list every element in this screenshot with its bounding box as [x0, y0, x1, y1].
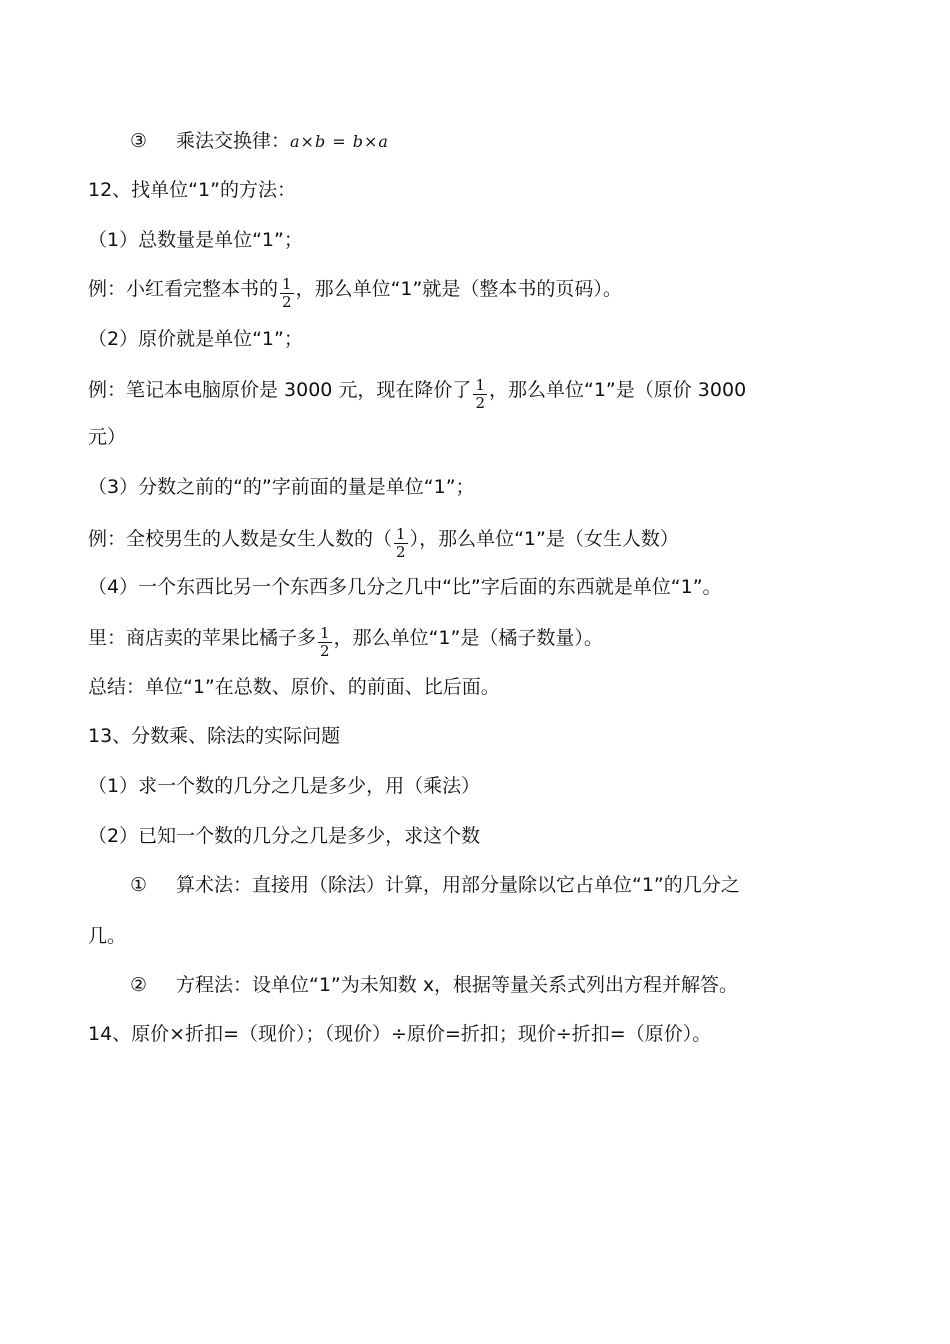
line-text: ，那么单位“1”是（原价 3000	[488, 379, 747, 401]
circled-number: ②	[130, 974, 148, 996]
fraction-denominator: 2	[475, 394, 485, 412]
item-1: （1）总数量是单位“1”；	[88, 229, 303, 251]
item-3: （3）分数之前的“的”字前面的量是单位“1”；	[88, 476, 475, 498]
heading-14: 14、原价×折扣=（现价）；（现价）÷原价=折扣；现价÷折扣=（原价）。	[88, 1023, 712, 1045]
fraction-denominator: 2	[282, 293, 292, 311]
fraction	[473, 377, 487, 412]
item-2: （2）原价就是单位“1”；	[88, 328, 303, 350]
summary: 总结：单位“1”在总数、原价、的前面、比后面。	[88, 676, 500, 698]
fraction	[280, 276, 294, 311]
line-text: 里：商店卖的苹果比橘子多	[88, 627, 317, 649]
line-text: 例：小红看完整本书的	[88, 278, 279, 300]
heading-13: 13、分数乘、除法的实际问题	[88, 725, 341, 747]
line-text: ），那么单位“1”是（女生人数）	[409, 528, 679, 550]
circled-number: ①	[130, 874, 148, 896]
method-arithmetic	[130, 872, 740, 898]
item-13-1: （1）求一个数的几分之几是多少，用（乘法）	[88, 775, 481, 797]
method-arithmetic-continued: 几。	[88, 925, 127, 947]
method-equation	[130, 972, 738, 998]
formula: a×b = b×a	[290, 132, 389, 151]
fraction-numerator: 1	[320, 624, 330, 642]
fraction-numerator: 1	[396, 525, 406, 543]
line-text: ，那么单位“1”就是（整本书的页码）。	[295, 278, 622, 300]
line-text: 方程法：设单位“1”为未知数 x，根据等量关系式列出方程并解答。	[176, 974, 739, 996]
example-2-continued: 元）	[88, 426, 127, 448]
fraction	[318, 625, 332, 660]
heading-12: 12、找单位“1”的方法：	[88, 179, 296, 201]
line-text: 例：全校男生的人数是女生人数的（	[88, 528, 393, 550]
fraction-numerator: 1	[282, 275, 292, 293]
line-multiplication-commutative	[130, 128, 389, 155]
item-4: （4）一个东西比另一个东西多几分之几中“比”字后面的东西就是单位“1”。	[88, 576, 722, 598]
fraction	[394, 526, 408, 561]
circled-number: ③	[130, 130, 148, 152]
fraction-denominator: 2	[396, 543, 406, 561]
line-text: 算术法：直接用（除法）计算，用部分量除以它占单位“1”的几分之	[176, 874, 740, 896]
example-4	[88, 621, 603, 660]
example-2	[88, 373, 747, 412]
fraction-numerator: 1	[475, 376, 485, 394]
item-13-2: （2）已知一个数的几分之几是多少，求这个数	[88, 825, 481, 847]
example-3	[88, 522, 679, 561]
fraction-denominator: 2	[320, 642, 330, 660]
line-text: ，那么单位“1”是（橘子数量）。	[333, 627, 603, 649]
line-text: 乘法交换律：	[176, 130, 291, 152]
example-1	[88, 272, 622, 311]
line-text: 例：笔记本电脑原价是 3000 元，现在降价了	[88, 379, 472, 401]
